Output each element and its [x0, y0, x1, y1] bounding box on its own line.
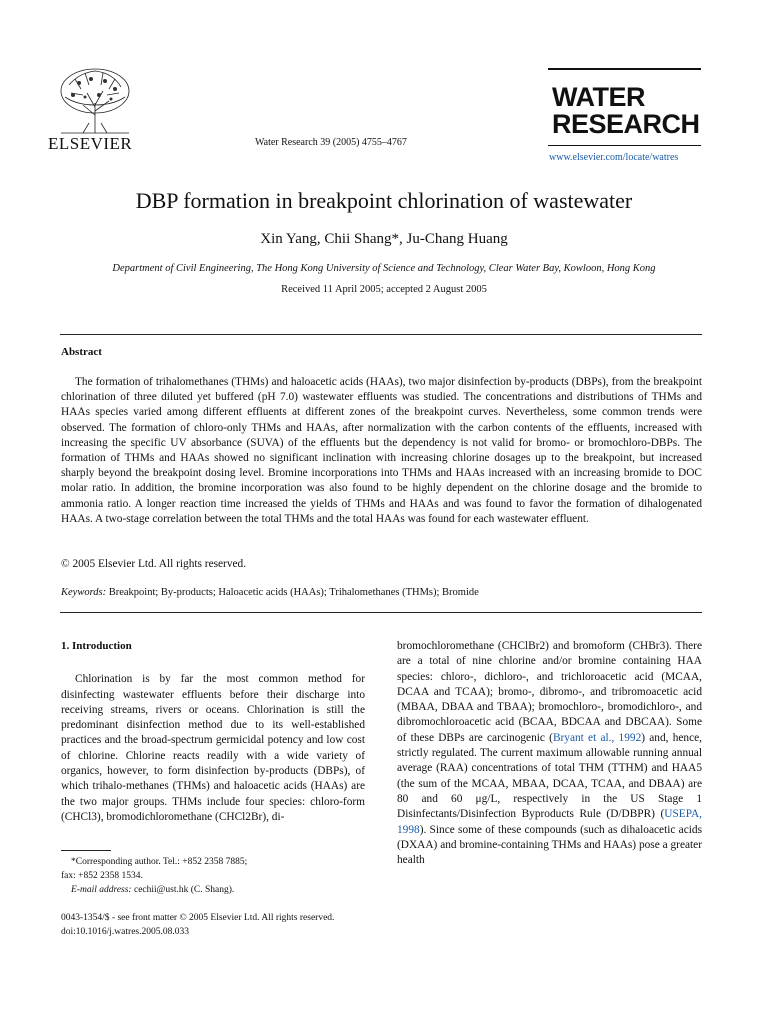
elsevier-tree-logo — [55, 65, 135, 135]
citation-bryant-link[interactable]: Bryant et al., 1992 — [552, 731, 642, 744]
brand-line-1: WATER — [552, 82, 645, 112]
abstract-heading: Abstract — [61, 346, 102, 358]
intro-heading: 1. Introduction — [61, 640, 132, 652]
footnote-fax: fax: +852 2358 1534. — [61, 871, 143, 881]
doi-line[interactable]: doi:10.1016/j.watres.2005.08.033 — [61, 927, 189, 937]
abstract-top-rule — [60, 334, 702, 335]
intro-text-b: ) and, hence, strictly regulated. The current maximum allowable running annual average (RAA) concentrations of total THM (TTHM) and HAA5 (the sum of the MCAA, MBAA, DCAA, TCAA, and DBAA) are 80 and 60 μg/L, respectively in the US Stage 1 Disinfectants/Disinfection Byproducts Rule (D/DBPR) ( — [397, 731, 702, 821]
abstract-text: The formation of trihalomethanes (THMs) and haloacetic acids (HAAs), two major disinfection by-products (DBPs), from the breakpoint chlorination of three diluted yet buffered (pH 7.0) wastewater effluents was studied. The concentrations and distributions of THMs and HAAs species varied among different effluents at different zones of the breakpoint curves. Nevertheless, some common trends were observed. The formation of chloro-only THMs and HAAs, after normalization with the carbon contents of the effluents, increased with increasing the specific UV absorbance (SUVA) of the effluents but the dependency is not valid for bromo- or bromochloro-DBPs. The formation of THMs and HAAs showed no significant inclination with increasing chlorine dosages up to the breakpoint, but increased sharply beyond the breakpoint dosing level. Bromine incorporations into THMs and HAAs increased with an increasing bromide to DOC molar ratio. In addition, the bromine incorporation was also found to be highly dependent on the chlorine dosage and the bromide to ammonia ratio. A longer reaction time increased the yields of THMs and HAAs and was found to favor the formation of dihalogenated HAAs. A two-stage correlation between the total THMs and the total HAAs was found for each wastewater effluent. — [61, 376, 702, 525]
footnote-email-label: E-mail address: — [71, 885, 132, 895]
intro-paragraph-cont — [397, 639, 702, 868]
footnote-email — [61, 883, 365, 897]
issn-doi — [61, 911, 334, 939]
issn-line: 0043-1354/$ - see front matter © 2005 Elsevier Ltd. All rights reserved. — [61, 913, 335, 923]
journal-url-link[interactable]: www.elsevier.com/locate/watres — [549, 152, 679, 163]
received-dates: Received 11 April 2005; accepted 2 August 2005 — [281, 284, 487, 295]
intro-right-column — [397, 639, 702, 868]
footnote — [61, 855, 365, 897]
intro-left-column — [61, 639, 365, 825]
keywords-label: Keywords: — [61, 587, 107, 598]
intro-paragraph-1: Chlorination is by far the most common method for disinfecting wastewater effluents before their discharge into receiving streams, rivers or oceans. Chlorination is still the predominant disinfection method due to its well-established practices and the broad-spectrum germicidal potency and low cost of chlorine. Chlorine reacts readily with a wide variety of organics, however, to form disinfection by-products (DBPs), of which trihalo-methanes (THMs) and haloacetic acids (HAAs) are the two major groups. THMs include four species: chloro-form (CHCl3), bromodichloromethane (CHCl2Br), di- — [61, 673, 365, 823]
brand-line-2: RESEARCH — [552, 109, 700, 139]
intro-text-c: ). Since some of these compounds (such as dihaloacetic acids (DXAA) and bromine-containing THMs and HAAs) pose a greater health — [397, 823, 702, 867]
journal-brand — [552, 84, 700, 138]
keywords-text: Breakpoint; By-products; Haloacetic acids (HAAs); Trihalomethanes (THMs); Bromide — [108, 587, 479, 598]
keywords-bottom-rule — [60, 612, 702, 613]
brand-top-rule — [548, 68, 701, 70]
abstract-body — [61, 375, 702, 527]
publisher-name: ELSEVIER — [48, 134, 133, 153]
intro-text-a: bromochloromethane (CHClBr2) and bromoform (CHBr3). There are a total of nine chlorine and/or bromine containing HAA species: chloro-, dichloro-, and trichloroacetic acid (MCAA, DCAA and TCAA); bromo-, dibromo-, and tribromoacetic acid (MBAA, DBAA and TBAA); bromochloro-, bromodichloro-, and dibromochloroacetic acid (BCAA, BDCAA and DBCAA). Some of these DBPs are carcinogenic ( — [397, 640, 702, 744]
keywords — [61, 587, 479, 598]
article-title: DBP formation in breakpoint chlorination of wastewater — [135, 188, 633, 213]
journal-reference: Water Research 39 (2005) 4755–4767 — [255, 137, 407, 148]
citation-usepa-link[interactable]: USEPA, 1998 — [397, 808, 702, 836]
footnote-corresponding: *Corresponding author. Tel.: +852 2358 7885; — [71, 857, 248, 867]
brand-bottom-rule — [548, 145, 701, 146]
footnote-rule — [61, 850, 111, 851]
article-authors: Xin Yang, Chii Shang*, Ju-Chang Huang — [260, 231, 508, 247]
author-affiliation: Department of Civil Engineering, The Hong Kong University of Science and Technology, Clear Water Bay, Kowloon, Hong Kong — [112, 263, 656, 274]
footnote-email-address[interactable]: cechii@ust.hk (C. Shang). — [133, 885, 235, 895]
abstract-copyright: © 2005 Elsevier Ltd. All rights reserved. — [61, 558, 247, 570]
